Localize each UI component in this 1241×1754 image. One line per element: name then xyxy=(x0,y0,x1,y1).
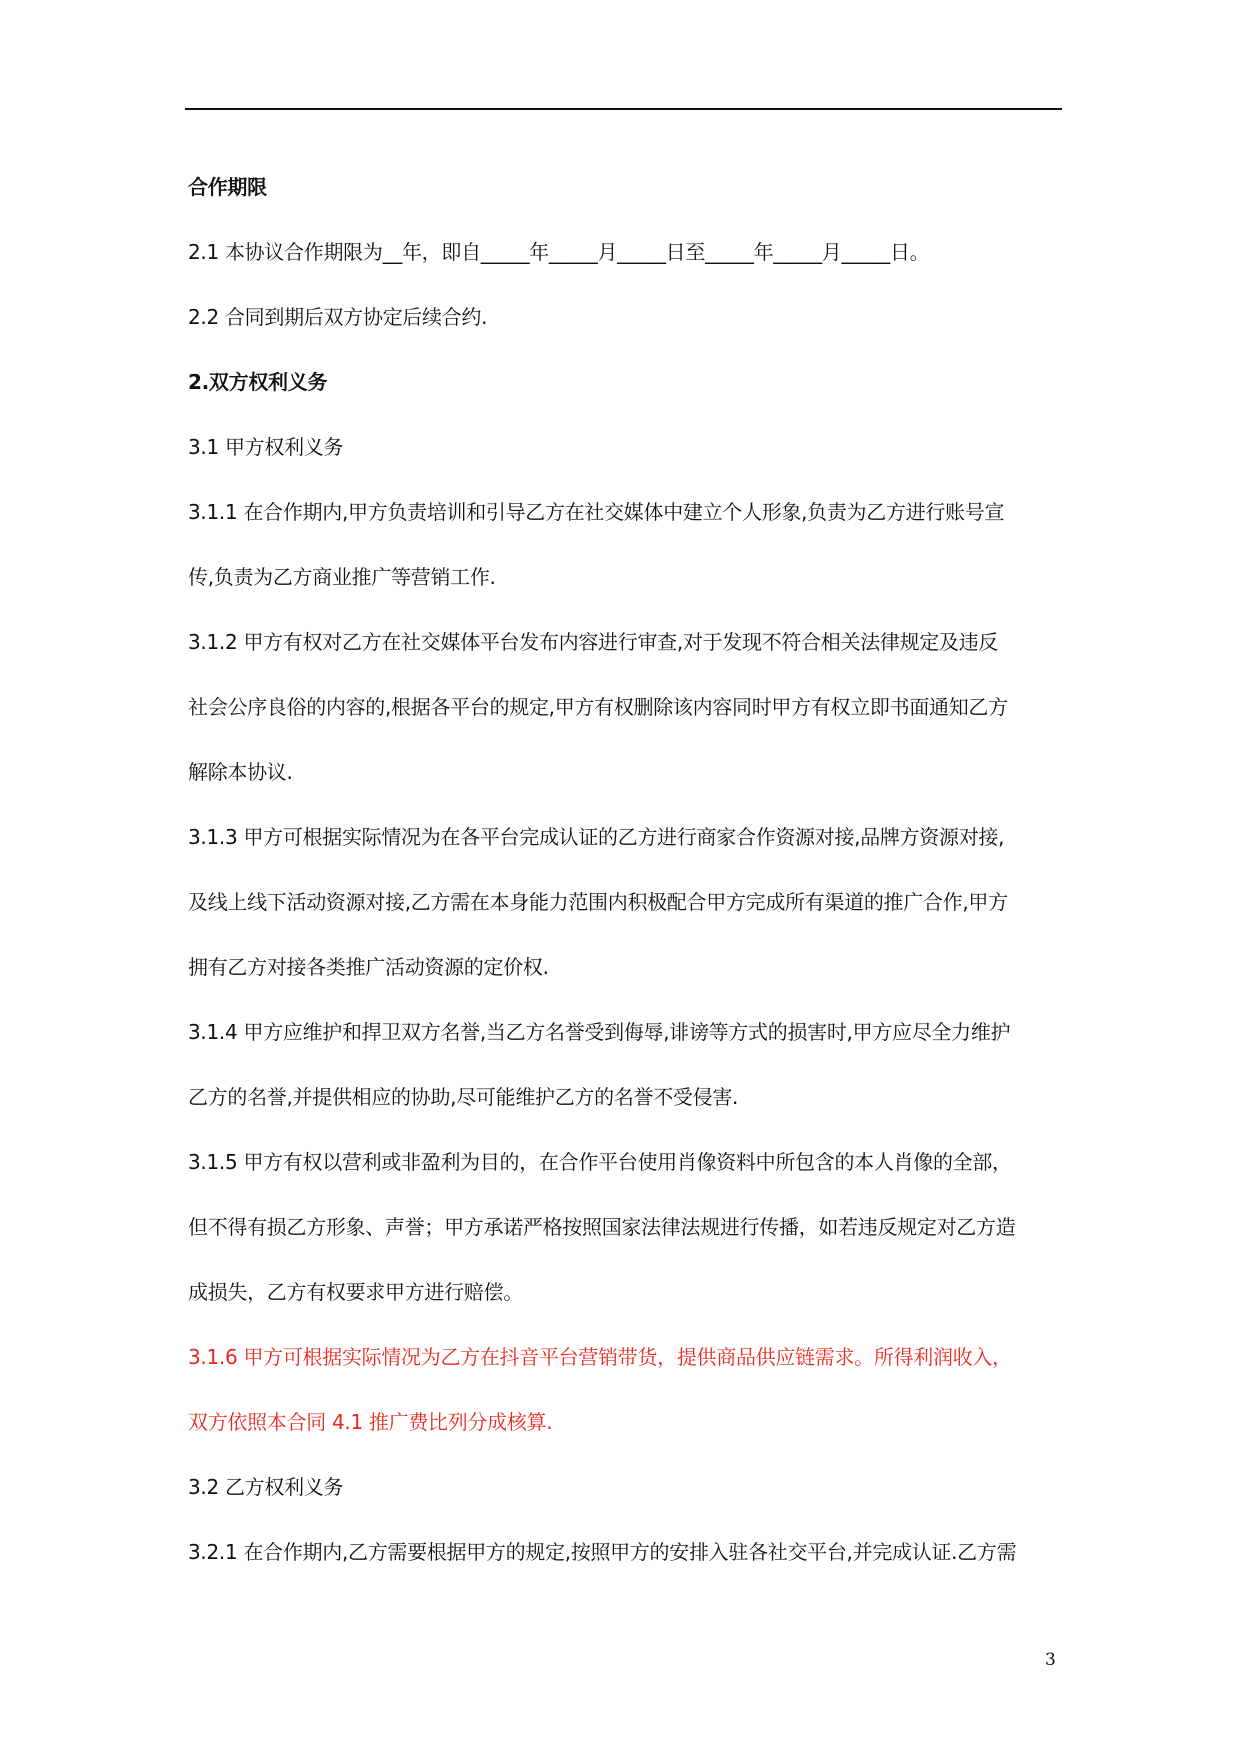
paragraph-line: 社会公序良俗的内容的,根据各平台的规定,甲方有权删除该内容同时甲方有权立即书面通知乙方 xyxy=(188,695,1008,719)
highlighted-paragraph-line: 3.1.6 甲方可根据实际情况为乙方在抖音平台营销带货，提供商品供应链需求。所得利润收入， xyxy=(188,1345,1012,1369)
paragraph-line: 3.1.3 甲方可根据实际情况为在各平台完成认证的乙方进行商家合作资源对接,品牌方资源对接, xyxy=(188,825,1005,849)
paragraph-line: 3.1.1 在合作期内,甲方负责培训和引导乙方在社交媒体中建立个人形象,负责为乙方进行账号宣 xyxy=(188,500,1005,524)
paragraph-line: 拥有乙方对接各类推广活动资源的定价权. xyxy=(188,955,549,979)
subsection-heading: 3.2 乙方权利义务 xyxy=(188,1475,344,1499)
section-heading-cooperation-period: 合作期限 xyxy=(188,175,267,199)
paragraph-line: 3.1.4 甲方应维护和捍卫双方名誉,当乙方名誉受到侮辱,诽谤等方式的损害时,甲方应尽全力维护 xyxy=(188,1020,1011,1044)
paragraph-line: 3.1.5 甲方有权以营利或非盈利为目的，在合作平台使用肖像资料中所包含的本人肖像的全部， xyxy=(188,1150,1012,1174)
paragraph-line: 解除本协议. xyxy=(188,760,293,784)
paragraph-line: 2.2 合同到期后双方协定后续合约. xyxy=(188,305,488,329)
paragraph-line: 3.1.2 甲方有权对乙方在社交媒体平台发布内容进行审查,对于发现不符合相关法律规定及违反 xyxy=(188,630,999,654)
paragraph-line: 但不得有损乙方形象、声誉；甲方承诺严格按照国家法律法规进行传播，如若违反规定对乙方造 xyxy=(188,1215,1016,1239)
page-number: 3 xyxy=(1045,1650,1056,1670)
paragraph-line: 2.1 本协议合作期限为__年，即自_____年_____月_____日至_____年_____月_____日。 xyxy=(188,240,930,264)
paragraph-line: 及线上线下活动资源对接,乙方需在本身能力范围内积极配合甲方完成所有渠道的推广合作,甲方 xyxy=(188,890,1008,914)
paragraph-line: 乙方的名誉,并提供相应的协助,尽可能维护乙方的名誉不受侵害. xyxy=(188,1085,739,1109)
section-heading-rights-obligations: 2.双方权利义务 xyxy=(188,370,328,394)
highlighted-paragraph-line: 双方依照本合同 4.1 推广费比列分成核算. xyxy=(188,1410,553,1434)
paragraph-line: 3.2.1 在合作期内,乙方需要根据甲方的规定,按照甲方的安排入驻各社交平台,并完成认证.乙方需 xyxy=(188,1540,1017,1564)
document-body xyxy=(188,155,1063,1585)
header-rule xyxy=(185,108,1062,110)
paragraph-line: 成损失，乙方有权要求甲方进行赔偿。 xyxy=(188,1280,523,1304)
subsection-heading: 3.1 甲方权利义务 xyxy=(188,435,344,459)
paragraph-line: 传,负责为乙方商业推广等营销工作. xyxy=(188,565,496,589)
